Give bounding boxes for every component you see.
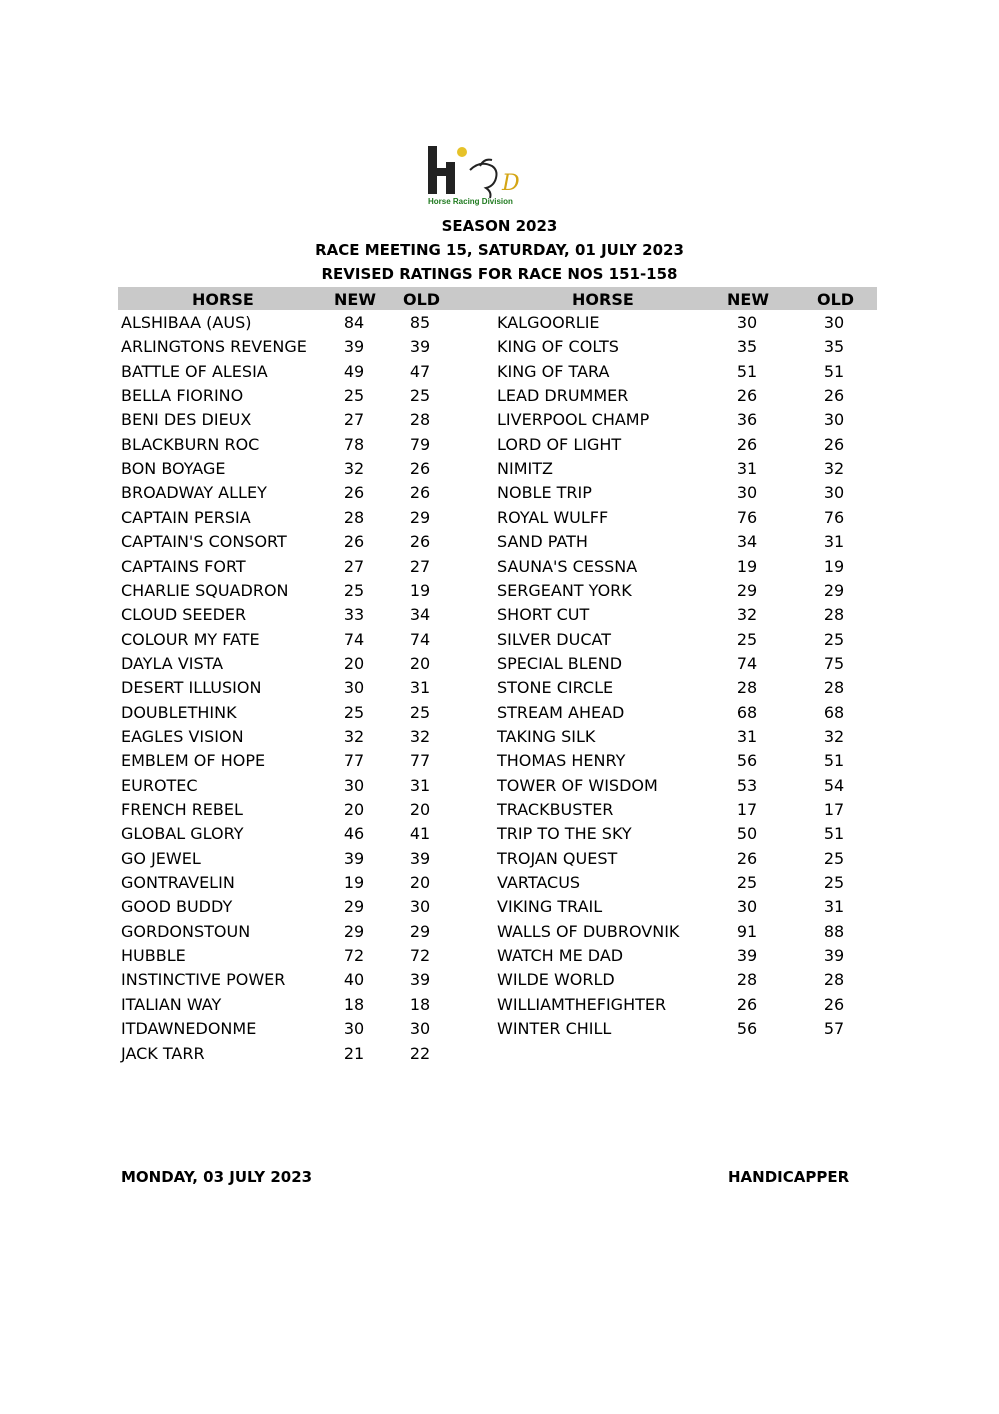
horse-name: KING OF TARA	[497, 361, 610, 381]
new-rating: 19	[736, 556, 758, 576]
new-rating: 26	[343, 532, 365, 552]
old-rating: 32	[823, 726, 845, 746]
old-rating: 18	[409, 994, 431, 1014]
new-rating: 56	[736, 1019, 758, 1039]
horse-name: SAND PATH	[497, 532, 588, 552]
old-rating: 19	[823, 556, 845, 576]
new-rating: 30	[343, 678, 365, 698]
horse-name: COLOUR MY FATE	[121, 629, 260, 649]
old-rating: 25	[823, 629, 845, 649]
old-rating: 79	[409, 434, 431, 454]
old-rating: 39	[823, 946, 845, 966]
new-rating: 76	[736, 507, 758, 527]
horse-name: TOWER OF WISDOM	[497, 775, 658, 795]
horse-name: BLACKBURN ROC	[121, 434, 260, 454]
new-rating: 30	[736, 313, 758, 332]
footer-date: MONDAY, 03 JULY 2023	[121, 1168, 313, 1186]
horse-name: WATCH ME DAD	[497, 946, 624, 966]
col-header-new-right: NEW	[727, 290, 769, 309]
old-rating: 26	[409, 459, 431, 479]
horse-name: INSTINCTIVE POWER	[121, 970, 286, 990]
new-rating: 84	[343, 313, 365, 332]
footer-signature: HANDICAPPER	[728, 1168, 850, 1186]
old-rating: 57	[823, 1019, 845, 1039]
old-rating: 30	[409, 1019, 431, 1039]
new-rating: 30	[343, 775, 365, 795]
col-header-horse-right: HORSE	[572, 290, 634, 309]
old-rating: 20	[409, 800, 431, 819]
horse-name: DAYLA VISTA	[121, 653, 224, 673]
old-rating: 22	[409, 1043, 431, 1063]
horse-name: SPECIAL BLEND	[497, 653, 623, 673]
old-rating: 30	[409, 897, 431, 917]
horse-name: BROADWAY ALLEY	[121, 483, 267, 503]
horse-name: GLOBAL GLORY	[121, 824, 244, 844]
new-rating: 21	[343, 1043, 365, 1063]
old-rating: 30	[823, 313, 845, 332]
horse-name: TAKING SILK	[497, 726, 596, 746]
old-rating: 27	[409, 556, 431, 576]
horse-name: CLOUD SEEDER	[121, 605, 247, 625]
old-rating: 30	[823, 410, 845, 430]
horse-name: VARTACUS	[497, 873, 581, 893]
old-rating: 39	[409, 848, 431, 868]
new-rating: 18	[343, 994, 365, 1014]
new-rating: 53	[736, 775, 758, 795]
new-rating: 30	[736, 897, 758, 917]
horse-name: KING OF COLTS	[497, 337, 619, 357]
new-rating: 27	[343, 410, 365, 430]
old-rating: 88	[823, 921, 845, 941]
horse-name: TROJAN QUEST	[497, 848, 618, 868]
new-rating: 28	[736, 970, 758, 990]
new-rating: 31	[736, 459, 758, 479]
new-rating: 40	[343, 970, 365, 990]
horse-name: ITDAWNEDONME	[121, 1019, 257, 1039]
new-rating: 29	[343, 897, 365, 917]
logo-caption: Horse Racing Division	[428, 197, 513, 206]
new-rating: 39	[343, 337, 365, 357]
old-rating: 51	[823, 361, 845, 381]
horse-name: BON BOYAGE	[121, 459, 226, 479]
old-rating: 26	[409, 483, 431, 503]
new-rating: 68	[736, 702, 758, 722]
new-rating: 25	[343, 580, 365, 600]
old-rating: 76	[823, 507, 845, 527]
old-rating: 19	[409, 580, 431, 600]
horse-name: WINTER CHILL	[497, 1019, 612, 1039]
old-rating: 68	[823, 702, 845, 722]
old-rating: 75	[823, 653, 845, 673]
col-header-horse-left: HORSE	[192, 290, 254, 309]
horse-name: GONTRAVELIN	[121, 873, 235, 893]
horse-name: CAPTAIN'S CONSORT	[121, 532, 287, 552]
col-header-new-left: NEW	[334, 290, 376, 309]
new-rating: 56	[736, 751, 758, 771]
horse-name: SAUNA'S CESSNA	[497, 556, 638, 576]
old-rating: 26	[823, 434, 845, 454]
horse-name: STREAM AHEAD	[497, 702, 625, 722]
old-rating: 51	[823, 824, 845, 844]
new-rating: 25	[736, 629, 758, 649]
old-rating: 30	[823, 483, 845, 503]
horse-name: GO JEWEL	[121, 848, 201, 868]
horse-name: WALLS OF DUBROVNIK	[497, 921, 680, 941]
old-rating: 28	[823, 678, 845, 698]
new-rating: 30	[343, 1019, 365, 1039]
new-rating: 25	[736, 873, 758, 893]
horse-name: CAPTAINS FORT	[121, 556, 246, 576]
horse-name: GORDONSTOUN	[121, 921, 251, 941]
old-rating: 31	[409, 775, 431, 795]
horse-name: BATTLE OF ALESIA	[121, 361, 268, 381]
horse-name: SHORT CUT	[497, 605, 590, 625]
new-rating: 27	[343, 556, 365, 576]
new-rating: 39	[343, 848, 365, 868]
old-rating: 85	[409, 313, 431, 332]
horse-name: KALGOORLIE	[497, 313, 600, 332]
horse-name: STONE CIRCLE	[497, 678, 614, 698]
old-rating: 25	[409, 386, 431, 406]
new-rating: 35	[736, 337, 758, 357]
old-rating: 47	[409, 361, 431, 381]
horse-name: EMBLEM OF HOPE	[121, 751, 266, 771]
old-rating: 31	[823, 532, 845, 552]
col-header-old-right: OLD	[817, 290, 855, 309]
horse-name: ROYAL WULFF	[497, 507, 609, 527]
new-rating: 50	[736, 824, 758, 844]
horse-name: ITALIAN WAY	[121, 994, 222, 1014]
old-rating: 39	[409, 970, 431, 990]
old-rating: 29	[409, 921, 431, 941]
horse-name: DESERT ILLUSION	[121, 678, 262, 698]
col-header-old-left: OLD	[403, 290, 441, 309]
horse-name: DOUBLETHINK	[121, 702, 237, 722]
horse-name: CHARLIE SQUADRON	[121, 580, 289, 600]
old-rating: 28	[823, 605, 845, 625]
horse-name: HUBBLE	[121, 946, 186, 966]
horse-name: LIVERPOOL CHAMP	[497, 410, 650, 430]
horse-name: SILVER DUCAT	[497, 629, 611, 649]
old-rating: 35	[823, 337, 845, 357]
new-rating: 26	[736, 386, 758, 406]
old-rating: 26	[409, 532, 431, 552]
horse-name: THOMAS HENRY	[497, 751, 626, 771]
horse-name: NIMITZ	[497, 459, 553, 479]
horse-name: FRENCH REBEL	[121, 800, 243, 819]
horse-name: LEAD DRUMMER	[497, 386, 629, 406]
new-rating: 26	[736, 994, 758, 1014]
horse-name: EAGLES VISION	[121, 726, 244, 746]
old-rating: 32	[409, 726, 431, 746]
old-rating: 34	[409, 605, 431, 625]
new-rating: 32	[343, 726, 365, 746]
horse-name: ALSHIBAA (AUS)	[121, 313, 252, 332]
old-rating: 31	[823, 897, 845, 917]
horse-name: ARLINGTONS REVENGE	[121, 337, 307, 357]
old-rating: 26	[823, 994, 845, 1014]
old-rating: 32	[823, 459, 845, 479]
new-rating: 20	[343, 653, 365, 673]
old-rating: 77	[409, 751, 431, 771]
new-rating: 28	[343, 507, 365, 527]
new-rating: 51	[736, 361, 758, 381]
old-rating: 28	[823, 970, 845, 990]
new-rating: 19	[343, 873, 365, 893]
horse-name: TRIP TO THE SKY	[497, 824, 632, 844]
old-rating: 29	[823, 580, 845, 600]
new-rating: 72	[343, 946, 365, 966]
old-rating: 54	[823, 775, 845, 795]
new-rating: 39	[736, 946, 758, 966]
horse-name: LORD OF LIGHT	[497, 434, 622, 454]
old-rating: 17	[823, 800, 845, 819]
new-rating: 49	[343, 361, 365, 381]
old-rating: 74	[409, 629, 431, 649]
old-rating: 41	[409, 824, 431, 844]
old-rating: 39	[409, 337, 431, 357]
new-rating: 26	[343, 483, 365, 503]
new-rating: 78	[343, 434, 365, 454]
new-rating: 32	[736, 605, 758, 625]
horse-name: WILLIAMTHEFIGHTER	[497, 994, 667, 1014]
horse-name: BENI DES DIEUX	[121, 410, 252, 430]
new-rating: 28	[736, 678, 758, 698]
new-rating: 20	[343, 800, 365, 819]
horse-name: JACK TARR	[121, 1043, 205, 1063]
old-rating: 20	[409, 653, 431, 673]
old-rating: 25	[409, 702, 431, 722]
new-rating: 30	[736, 483, 758, 503]
old-rating: 28	[409, 410, 431, 430]
new-rating: 32	[343, 459, 365, 479]
meeting-title: RACE MEETING 15, SATURDAY, 01 JULY 2023	[315, 241, 684, 259]
new-rating: 74	[736, 653, 758, 673]
new-rating: 29	[343, 921, 365, 941]
horse-name: CAPTAIN PERSIA	[121, 507, 251, 527]
new-rating: 74	[343, 629, 365, 649]
horse-name: NOBLE TRIP	[497, 483, 592, 503]
new-rating: 25	[343, 386, 365, 406]
new-rating: 26	[736, 434, 758, 454]
new-rating: 33	[343, 605, 365, 625]
ratings-subtitle: REVISED RATINGS FOR RACE NOS 151-158	[321, 265, 678, 283]
new-rating: 46	[343, 824, 365, 844]
new-rating: 17	[736, 800, 758, 819]
old-rating: 29	[409, 507, 431, 527]
new-rating: 25	[343, 702, 365, 722]
old-rating: 25	[823, 873, 845, 893]
new-rating: 36	[736, 410, 758, 430]
new-rating: 34	[736, 532, 758, 552]
horse-name: EUROTEC	[121, 775, 198, 795]
horse-name: BELLA FIORINO	[121, 386, 244, 406]
old-rating: 20	[409, 873, 431, 893]
horse-name: VIKING TRAIL	[497, 897, 603, 917]
horse-name: GOOD BUDDY	[121, 897, 233, 917]
horse-name: TRACKBUSTER	[497, 800, 614, 819]
new-rating: 91	[736, 921, 758, 941]
new-rating: 26	[736, 848, 758, 868]
old-rating: 51	[823, 751, 845, 771]
old-rating: 25	[823, 848, 845, 868]
old-rating: 31	[409, 678, 431, 698]
new-rating: 77	[343, 751, 365, 771]
horse-name: SERGEANT YORK	[497, 580, 632, 600]
horse-name: WILDE WORLD	[497, 970, 615, 990]
old-rating: 72	[409, 946, 431, 966]
season-title: SEASON 2023	[441, 217, 558, 235]
old-rating: 26	[823, 386, 845, 406]
new-rating: 31	[736, 726, 758, 746]
new-rating: 29	[736, 580, 758, 600]
svg-text:D: D	[502, 171, 520, 196]
